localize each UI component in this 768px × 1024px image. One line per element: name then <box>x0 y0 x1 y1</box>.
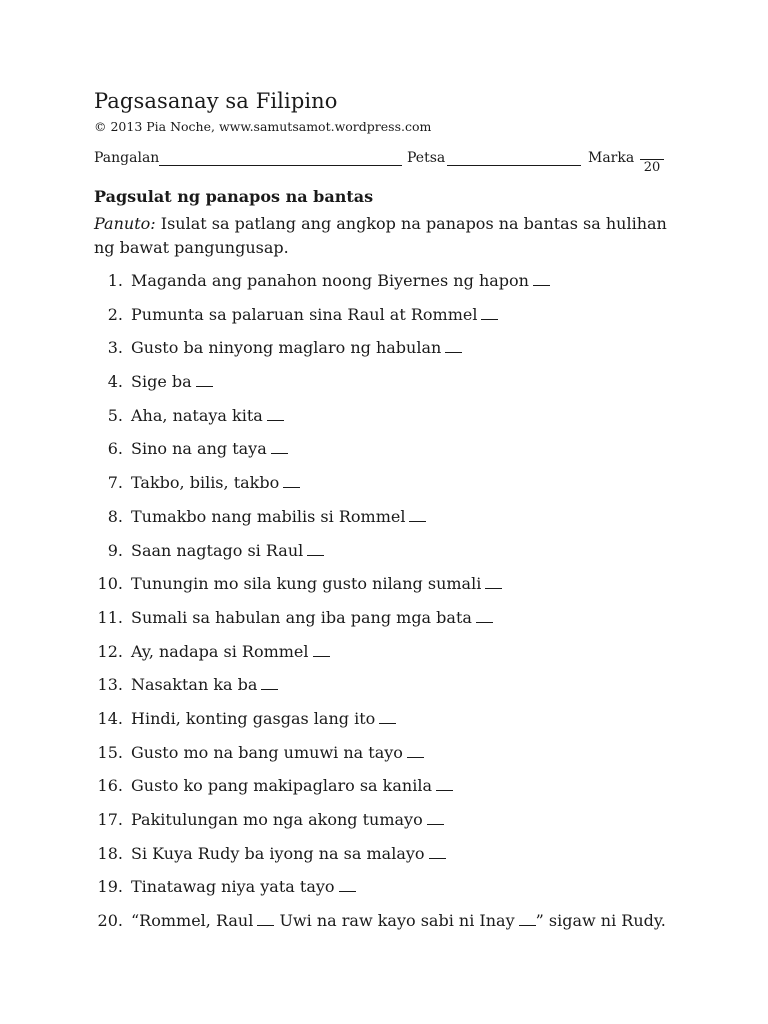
item-text-part: Sige ba <box>131 372 192 392</box>
item-text <box>131 808 444 832</box>
item-text-part: Si Kuya Rudy ba iyong na sa malayo <box>131 843 425 863</box>
answer-blank[interactable] <box>427 809 444 825</box>
item-text-part: Maganda ang panahon noong Biyernes ng hapon <box>131 271 529 290</box>
date-blank[interactable] <box>447 165 581 166</box>
item-text-part: Takbo, bilis, takbo <box>131 473 280 493</box>
answer-blank[interactable] <box>261 674 278 690</box>
item-text <box>131 370 213 394</box>
exercise-item-9 <box>94 539 694 573</box>
answer-blank[interactable] <box>196 371 213 387</box>
item-number: 14. <box>97 708 123 728</box>
item-number: 18. <box>97 843 123 863</box>
item-number: 3. <box>107 338 123 358</box>
answer-blank[interactable] <box>409 506 426 522</box>
name-label: Pangalan <box>94 150 160 166</box>
item-text-part: ” sigaw ni Rudy. <box>535 911 666 931</box>
item-text <box>131 269 550 293</box>
item-text <box>131 909 666 933</box>
exercise-item-18 <box>94 842 694 876</box>
item-text-part: Gusto mo na bang umuwi na tayo <box>131 742 403 762</box>
item-text-part: Aha, nataya kita <box>131 405 263 425</box>
answer-blank[interactable] <box>481 304 498 320</box>
exercise-item-6 <box>94 437 694 471</box>
item-text <box>131 673 278 697</box>
item-text-part: Tumakbo nang mabilis si Rommel <box>131 506 406 526</box>
exercise-item-14 <box>94 707 694 741</box>
answer-blank[interactable] <box>379 708 396 724</box>
item-number: 6. <box>107 439 123 459</box>
answer-blank[interactable] <box>485 573 502 589</box>
item-number: 5. <box>107 405 123 425</box>
item-number: 19. <box>97 877 123 897</box>
answer-blank[interactable] <box>307 540 324 556</box>
item-number: 10. <box>97 574 123 594</box>
item-number: 8. <box>107 506 123 526</box>
exercise-item-12 <box>94 640 694 674</box>
item-text <box>131 741 424 765</box>
answer-blank[interactable] <box>257 910 274 926</box>
answer-blank[interactable] <box>339 876 356 892</box>
answer-blank[interactable] <box>519 910 536 926</box>
worksheet-page <box>94 88 694 943</box>
exercise-item-1 <box>94 269 694 303</box>
answer-blank[interactable] <box>436 775 453 791</box>
item-text <box>131 640 330 664</box>
item-number: 2. <box>107 304 123 324</box>
item-text-part: Ay, nadapa si Rommel <box>131 641 309 661</box>
item-text <box>131 539 324 563</box>
item-text <box>131 505 426 529</box>
item-number: 15. <box>97 742 123 762</box>
exercise-item-4 <box>94 370 694 404</box>
item-text-part: Sino na ang taya <box>131 439 267 459</box>
item-text <box>131 707 396 731</box>
answer-blank[interactable] <box>445 337 462 353</box>
answer-blank[interactable] <box>407 742 424 758</box>
item-text-part: Uwi na raw kayo sabi ni Inay <box>279 911 515 931</box>
answer-blank[interactable] <box>283 472 300 488</box>
instruction-text: Isulat sa patlang ang angkop na panapos na bantas sa hulihan ng bawat pangungusap. <box>94 214 667 257</box>
item-number: 7. <box>107 473 123 493</box>
name-blank[interactable] <box>159 165 402 166</box>
answer-blank[interactable] <box>533 270 550 286</box>
item-text <box>131 336 462 360</box>
score-label: Marka <box>588 150 635 166</box>
exercise-item-8 <box>94 505 694 539</box>
worksheet-title: Pagsasanay sa Filipino <box>94 89 338 113</box>
item-text-part: Saan nagtago si Raul <box>131 540 304 560</box>
exercise-item-5 <box>94 404 694 438</box>
student-info-row <box>94 144 694 174</box>
exercise-item-13 <box>94 673 694 707</box>
item-text <box>131 842 446 866</box>
exercise-item-20 <box>94 909 694 943</box>
item-text-part: Gusto ko pang makipaglaro sa kanila <box>131 776 432 796</box>
item-text <box>131 572 502 596</box>
item-number: 16. <box>97 776 123 796</box>
answer-blank[interactable] <box>267 405 284 421</box>
item-number: 1. <box>107 271 123 290</box>
item-text <box>131 606 493 630</box>
item-number: 17. <box>97 810 123 829</box>
item-text <box>131 774 453 798</box>
item-number: 4. <box>107 372 123 392</box>
item-text-part: Tunungin mo sila kung gusto nilang sumali <box>131 574 482 594</box>
item-text <box>131 471 300 495</box>
exercise-item-11 <box>94 606 694 640</box>
item-text-part: Hindi, konting gasgas lang ito <box>131 708 376 728</box>
exercise-item-17 <box>94 808 694 842</box>
item-number: 12. <box>97 641 123 661</box>
section-title: Pagsulat ng panapos na bantas <box>94 187 374 206</box>
exercise-item-2 <box>94 303 694 337</box>
exercise-list <box>94 269 694 943</box>
item-text-part: Nasaktan ka ba <box>131 675 258 695</box>
item-text-part: Sumali sa habulan ang iba pang mga bata <box>131 607 472 627</box>
item-text-part: Tinatawag niya yata tayo <box>131 877 335 897</box>
copyright-line: © 2013 Pia Noche, www.samutsamot.wordpress.com <box>94 119 432 134</box>
item-text-part: Gusto ba ninyong maglaro ng habulan <box>131 338 442 358</box>
exercise-item-7 <box>94 471 694 505</box>
item-text <box>131 437 288 461</box>
exercise-item-3 <box>94 336 694 370</box>
exercise-item-19 <box>94 875 694 909</box>
item-number: 20. <box>97 911 123 931</box>
item-text-part: “Rommel, Raul <box>131 911 254 931</box>
answer-blank[interactable] <box>476 607 493 623</box>
item-text-part: Pakitulungan mo nga akong tumayo <box>131 810 423 829</box>
answer-blank[interactable] <box>313 641 330 657</box>
item-number: 13. <box>97 675 123 695</box>
exercise-item-15 <box>94 741 694 775</box>
instruction-label: Panuto: <box>94 214 156 233</box>
item-text-part: Pumunta sa palaruan sina Raul at Rommel <box>131 304 478 324</box>
date-label: Petsa <box>407 150 446 166</box>
item-text <box>131 875 356 899</box>
exercise-item-10 <box>94 572 694 606</box>
answer-blank[interactable] <box>429 843 446 859</box>
answer-blank[interactable] <box>271 438 288 454</box>
item-number: 9. <box>107 540 123 560</box>
score-total: 20 <box>643 160 661 175</box>
instruction <box>94 212 690 260</box>
item-text <box>131 303 498 327</box>
exercise-item-16 <box>94 774 694 808</box>
item-number: 11. <box>97 607 123 627</box>
item-text <box>131 404 284 428</box>
